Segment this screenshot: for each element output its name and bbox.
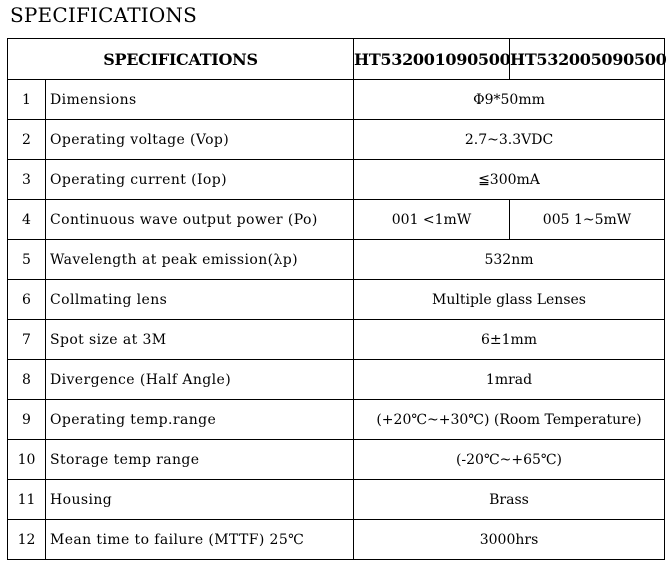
table-row [8,520,665,560]
table-row [8,200,665,240]
row-number: 9 [8,400,46,440]
table-row [8,280,665,320]
row-number: 2 [8,120,46,160]
table-row [8,440,665,480]
param-name: Divergence (Half Angle) [46,360,354,400]
param-name: Continuous wave output power (Po) [46,200,354,240]
row-number: 6 [8,280,46,320]
param-value: (-20℃~+65℃) [354,440,665,480]
param-name: Housing [46,480,354,520]
row-number: 11 [8,480,46,520]
param-name: Storage temp range [46,440,354,480]
param-value-model-a: 001 <1mW [354,200,510,240]
table-row [8,480,665,520]
param-value: 1mrad [354,360,665,400]
table-row [8,80,665,120]
table-row [8,400,665,440]
row-number: 7 [8,320,46,360]
table-row [8,360,665,400]
page-title: SPECIFICATIONS [10,3,198,27]
row-number: 8 [8,360,46,400]
table-row [8,160,665,200]
param-name: Spot size at 3M [46,320,354,360]
header-specifications: SPECIFICATIONS [8,39,354,80]
table-header-row [8,39,665,80]
param-value: Brass [354,480,665,520]
row-number: 10 [8,440,46,480]
param-name: Dimensions [46,80,354,120]
param-name: Operating voltage (Vop) [46,120,354,160]
param-name: Wavelength at peak emission(λp) [46,240,354,280]
row-number: 4 [8,200,46,240]
param-value: ≦300mA [354,160,665,200]
param-value: 6±1mm [354,320,665,360]
row-number: 5 [8,240,46,280]
row-number: 3 [8,160,46,200]
param-name: Mean time to failure (MTTF) 25℃ [46,520,354,560]
table-row [8,120,665,160]
param-name: Operating temp.range [46,400,354,440]
header-model-a: HT532001090500 [354,39,510,80]
row-number: 12 [8,520,46,560]
param-value: 532nm [354,240,665,280]
param-name: Operating current (Iop) [46,160,354,200]
header-model-b: HT532005090500 [510,39,665,80]
table-row [8,240,665,280]
param-value-model-b: 005 1~5mW [510,200,665,240]
row-number: 1 [8,80,46,120]
param-value: (+20℃~+30℃) (Room Temperature) [354,400,665,440]
param-value: 3000hrs [354,520,665,560]
param-name: Collmating lens [46,280,354,320]
table-row [8,320,665,360]
param-value: Multiple glass Lenses [354,280,665,320]
param-value: 2.7~3.3VDC [354,120,665,160]
param-value: Φ9*50mm [354,80,665,120]
specifications-table [7,38,665,560]
